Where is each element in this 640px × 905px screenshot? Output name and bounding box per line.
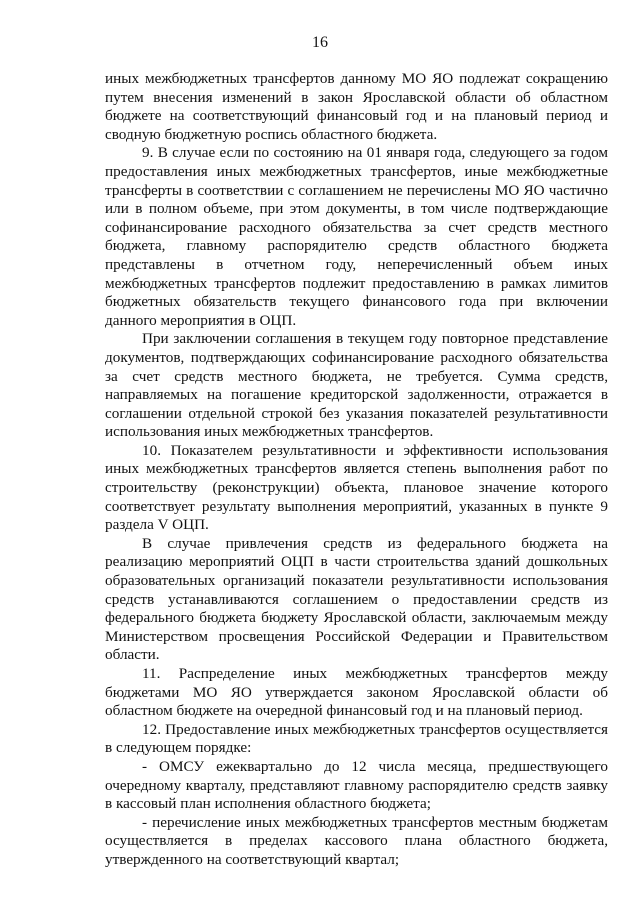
page-number: 16 [312, 34, 328, 51]
paragraph-item-12: 12. Предоставление иных межбюджетных трансфертов осуществляется в следующем порядке: [105, 720, 608, 757]
list-item-transfer: - перечисление иных межбюджетных трансфертов местным бюджетам осуществляется в пределах кассового плана областного бюджета, утвержденного на соответствующий квартал; [105, 813, 608, 868]
list-item-omsu-request: - ОМСУ ежеквартально до 12 числа месяца, предшествующего очередному кварталу, представляют главному распорядителю средств заявку в кассовый план исполнения областного бюджета; [105, 757, 608, 813]
paragraph-continuation: иных межбюджетных трансфертов данному МО ЯО подлежат сокращению путем внесения изменений в закон Ярославской области об областном бюджете на соответствующий финансовый год и на плановый период и сводную бюджетную роспись областного бюджета. [105, 70, 608, 143]
document-body [105, 70, 608, 870]
paragraph-agreement: При заключении соглашения в текущем году повторное представление документов, подтверждающих софинансирование расходного обязательства за счет средств местного бюджета, не требуется. Сумма средств, направляемых на погашение кредиторской задолженности, отражается в соглашении отдельной строкой без указания показателей результативности использования иных межбюджетных трансфертов. [105, 330, 608, 441]
paragraph-federal-funds: В случае привлечения средств из федерального бюджета на реализацию мероприятий ОЦП в части строительства зданий дошкольных образовательных организаций показатели результативности использования средств устанавливаются соглашением о предоставлении средств из федерального бюджета бюджету Ярославской области, заключаемым между Министерством просвещения Российской Федерации и Правительством области. [105, 534, 608, 664]
paragraph-item-10: 10. Показателем результативности и эффективности использования иных межбюджетных трансфертов является степень выполнения работ по строительству (реконструкции) объекта, плановое значение которого соответствует результату выполнения мероприятий, указанных в пункте 9 раздела V ОЦП. [105, 441, 608, 534]
paragraph-item-11: 11. Распределение иных межбюджетных трансфертов между бюджетами МО ЯО утверждается законом Ярославской области об областном бюджете на очередной финансовый год и на плановый период. [105, 665, 608, 720]
paragraph-item-9: 9. В случае если по состоянию на 01 января года, следующего за годом предоставления иных межбюджетных трансфертов, иные межбюджетные трансферты в соответствии с соглашением не перечислены МО ЯО частично или в полном объеме, при этом документы, в том числе подтверждающие софинансирование расходного обязательства за счет средств местного бюджета, главному распорядителю средств областного бюджета представлены в отчетном году, неперечисленный объем иных межбюджетных трансфертов подлежит предоставлению в рамках лимитов бюджетных обязательств текущего финансового года при включении данного мероприятия в ОЦП. [105, 144, 608, 329]
